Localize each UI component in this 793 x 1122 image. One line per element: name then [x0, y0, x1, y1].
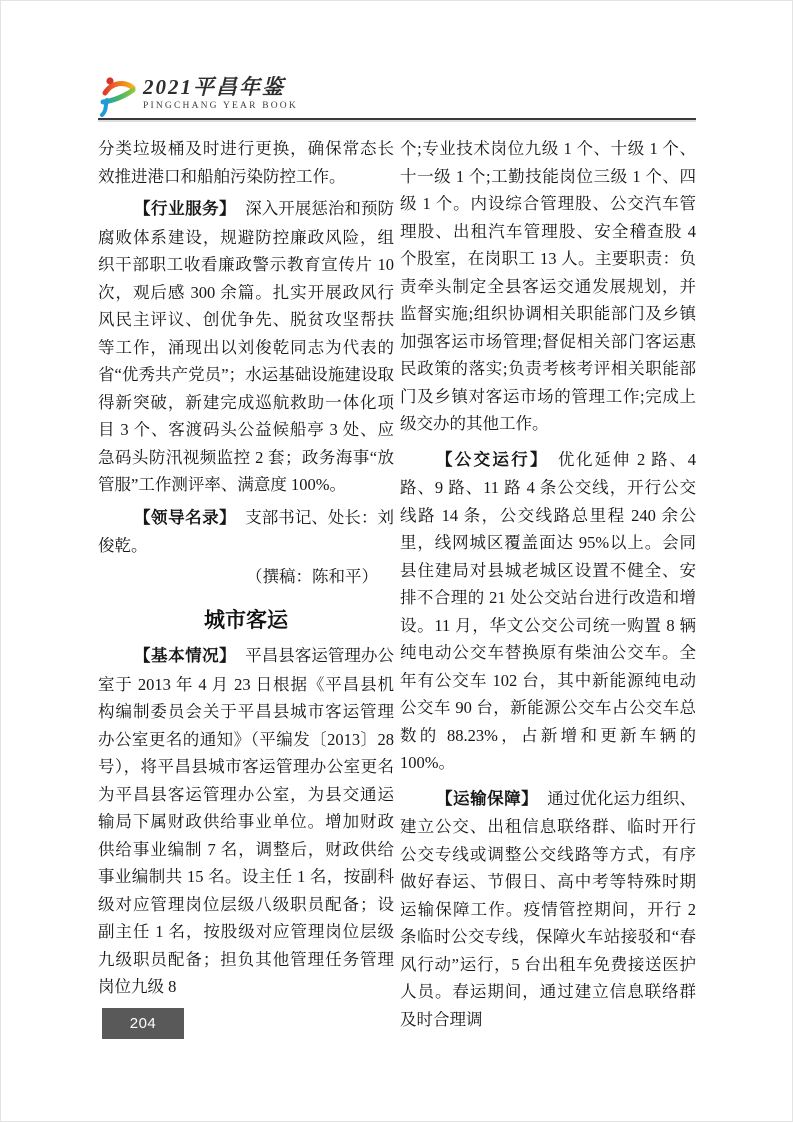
logo-subtitle: PINGCHANG YEAR BOOK: [143, 101, 298, 111]
paragraph-continuation: 分类垃圾桶及时进行更换，确保常态长效推进港口和船舶污染防控工作。: [98, 139, 394, 186]
entry-label-transport-guarantee: 【运输保障】: [436, 789, 539, 808]
logo-swoosh-icon: [98, 73, 136, 117]
entry-text-transport-guarantee: 通过优化运力组织、建立公交、出租信息联络群、临时开行公交专线或调整公交线路等方式，有序做好春运、节假日、高中考等特殊时期运输保障工作。疫情管控期间，开行 2 条临时公交专线，保障火车站接驳和“春风行动”运行，5 台出租车免费接送医护人员。春运期间，通过建立信息联络群及时合理调: [400, 788, 697, 1029]
yearbook-logo: [98, 75, 696, 117]
logo-text: [143, 75, 298, 112]
entry-text-basic-info: 平昌县客运管理办公室于 2013 年 4 月 23 日根据《平昌县机构编制委员会关于平昌县城市客运管理办公室更名的通知》（平编发〔2013〕28 号），将平昌县城市客运管理办公室更名为平昌县客运管理办公室，为县交通运输局下属财政供给事业单位。增加财政供给事业编制 7 名，调整后，财政供给事业编制共 15 名。设主任 1 名，按副科级对应管理岗位层级八级职员配备；设副主任 1 名，按股级对应管理岗位层级九级职员配备；担负其他管理任务管理岗位九级 8: [98, 646, 395, 996]
right-column: [400, 135, 696, 1033]
entry-text-leader-list: 支部书记、处长：刘俊乾。: [98, 507, 395, 555]
paragraph-basic-info: [98, 642, 394, 1001]
page-body: [98, 135, 696, 1033]
paragraph-continuation-right: 个;专业技术岗位九级 1 个、十级 1 个、十一级 1 个;工勤技能岗位三级 1 个、四级 1 个。内设综合管理股、公交汽车管理股、出租汽车管理股、安全稽查股 4 个股室，在岗职工 13 人。主要职责：负责牵头制定全县客运交通发展规划，并监督实施;组织协调相关职能部门及乡镇加强客运市场管理;督促相关部门客运惠民政策的落实;负责考核考评相关职能部门及乡镇对客运市场的管理工作;完成上级交办的其他工作。: [400, 139, 696, 433]
entry-text-bus-operation: 优化延伸 2 路、4 路、9 路、11 路 4 条公交线，开行公交线路 14 条，公交线路总里程 240 余公里，线网城区覆盖面达 95%以上。会同县住建局对县城老城区设置不健全、安排不合理的 21 处公交站台进行改造和增设。11 月，华文公交公司统一购置 8 辆纯电动公交车替换原有柴油公交车。全年有公交车 102 台，其中新能源纯电动公交车 90 台，新能源公交车占公交车总数的 88.23%，占新增和更新车辆的 100%。: [400, 449, 697, 772]
entry-label-bus-operation: 【公交运行】: [436, 450, 549, 469]
entry-text-industry-service: 深入开展惩治和预防腐败体系建设，规避防控廉政风险，组织干部职工收看廉政警示教育宣传片 10 次，观后感 300 余篇。扎实开展政风行风民主评议、创优争先、脱贫攻坚帮扶等工作，涌现出以刘俊乾同志为代表的省“优秀共产党员”；水运基础设施建设取得新突破，新建完成巡航救助一体化项目 3 个、客渡码头公益候船亭 3 处、应急码头防汛视频监控 2 套；政务海事“放管服”工作测评率、满意度 100%。: [98, 199, 395, 494]
header-rule: [98, 118, 696, 120]
page-header: [98, 75, 696, 117]
page-number-badge: 204: [102, 1008, 184, 1039]
entry-label-basic-info: 【基本情况】: [134, 647, 237, 665]
paragraph-bus-operation: [400, 446, 696, 777]
byline: （撰稿：陈和平）: [246, 566, 378, 586]
entry-label-industry-service: 【行业服务】: [134, 200, 237, 218]
paragraph-leader-list: [98, 504, 394, 560]
logo-title: 2021平昌年鉴: [143, 75, 285, 99]
entry-label-leader-list: 【领导名录】: [134, 508, 237, 527]
paragraph-industry-service: [98, 195, 394, 499]
section-title: 城市客运: [204, 609, 288, 632]
left-column: [98, 135, 394, 1033]
paragraph-transport-guarantee: [400, 785, 696, 1034]
